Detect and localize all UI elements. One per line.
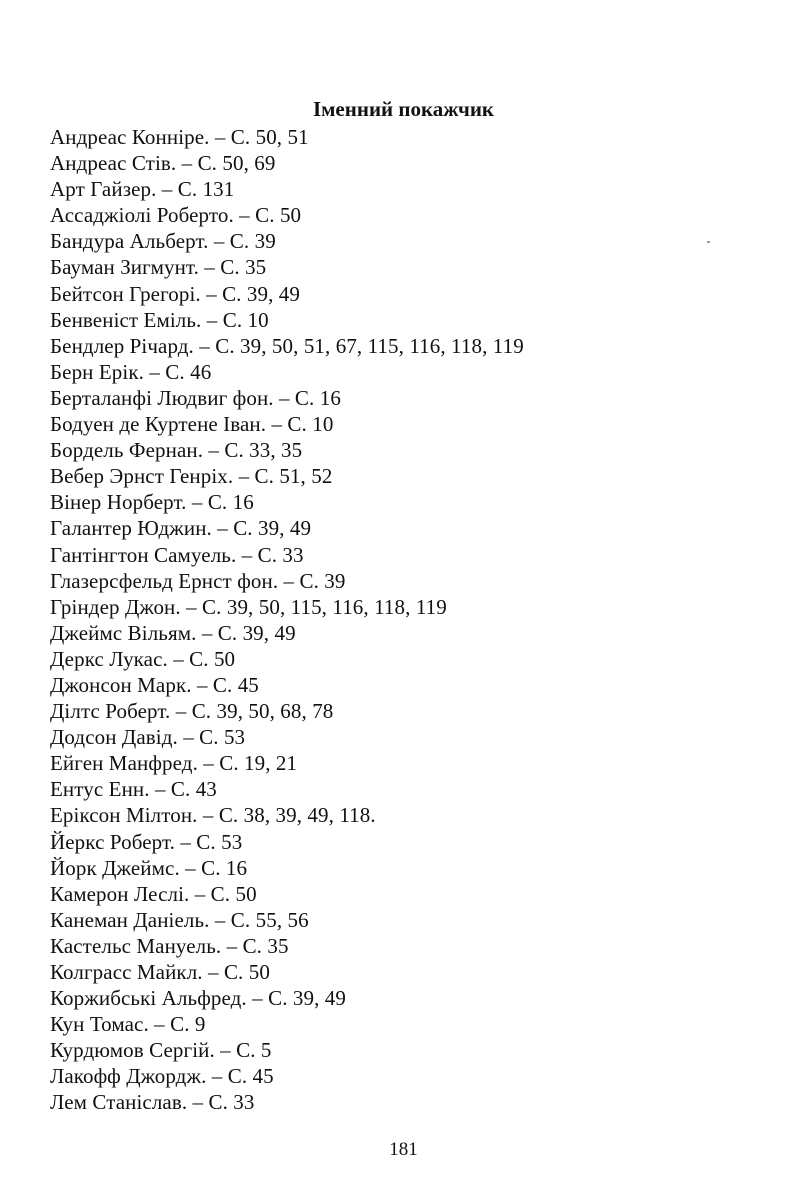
scan-speck: [707, 241, 710, 243]
index-entry: Бандура Альберт. – С. 39: [50, 229, 276, 254]
index-entry: Ассаджіолі Роберто. – С. 50: [50, 203, 302, 228]
index-entry: Йорк Джеймс. – С. 16: [50, 855, 248, 880]
index-entry: Бендлер Річард. – С. 39, 50, 51, 67, 115, 116, 118, 119: [50, 333, 524, 358]
index-entry: Гріндер Джон. – С. 39, 50, 115, 116, 118, 119: [50, 594, 447, 619]
index-entry: Коржибські Альфред. – С. 39, 49: [50, 986, 346, 1011]
index-entry: Деркс Лукас. – С. 50: [50, 646, 236, 671]
index-entry: Йеркс Роберт. – С. 53: [50, 829, 243, 854]
name-index-list: [50, 124, 770, 1116]
index-entry: Лакофф Джордж. – С. 45: [50, 1064, 274, 1089]
index-entry: Кастельс Мануель. – С. 35: [50, 933, 289, 958]
index-entry: Вебер Эрнст Генріх. – С. 51, 52: [50, 464, 333, 489]
index-entry: Кун Томас. – С. 9: [50, 1012, 206, 1037]
index-entry: Ейген Манфред. – С. 19, 21: [50, 751, 298, 776]
index-entry: Ентус Енн. – С. 43: [50, 777, 217, 802]
index-entry: Арт Гайзер. – С. 131: [50, 177, 235, 202]
index-entry: Камерон Леслі. – С. 50: [50, 881, 257, 906]
index-entry: Берталанфі Людвиг фон. – С. 16: [50, 385, 341, 410]
index-entry: Берн Ерік. – С. 46: [50, 359, 212, 384]
index-entry: Додсон Давід. – С. 53: [50, 725, 246, 750]
index-entry: Бенвеніст Еміль. – С. 10: [50, 307, 269, 332]
index-entry: Джонсон Марк. – С. 45: [50, 672, 259, 697]
index-entry: Джеймс Вільям. – С. 39, 49: [50, 620, 296, 645]
index-entry: Курдюмов Сергій. – С. 5: [50, 1038, 272, 1063]
index-entry: Гантінгтон Самуель. – С. 33: [50, 542, 304, 567]
index-entry: Бодуен де Куртене Іван. – С. 10: [50, 412, 334, 437]
index-entry: Еріксон Мілтон. – С. 38, 39, 49, 118.: [50, 803, 376, 828]
index-entry: Бауман Зигмунт. – С. 35: [50, 255, 267, 280]
index-entry: Бейтсон Грегорі. – С. 39, 49: [50, 281, 300, 306]
index-entry: Канеман Даніель. – С. 55, 56: [50, 907, 309, 932]
index-entry: Вінер Норберт. – С. 16: [50, 490, 254, 515]
page-title: Іменний покажчик: [312, 97, 495, 121]
index-entry: Колграсс Майкл. – С. 50: [50, 960, 270, 984]
index-entry: Галантер Юджин. – С. 39, 49: [50, 516, 312, 541]
index-entry: Ділтс Роберт. – С. 39, 50, 68, 78: [50, 699, 334, 724]
index-entry: Бордель Фернан. – С. 33, 35: [50, 438, 303, 463]
page-number: 181: [389, 1139, 418, 1160]
index-entry: Глазерсфельд Ернст фон. – С. 39: [50, 568, 346, 593]
index-entry: Андреас Стів. – С. 50, 69: [50, 151, 276, 176]
index-entry: Андреас Конніре. – С. 50, 51: [50, 125, 309, 149]
index-entry: Лем Станіслав. – С. 33: [50, 1090, 255, 1115]
